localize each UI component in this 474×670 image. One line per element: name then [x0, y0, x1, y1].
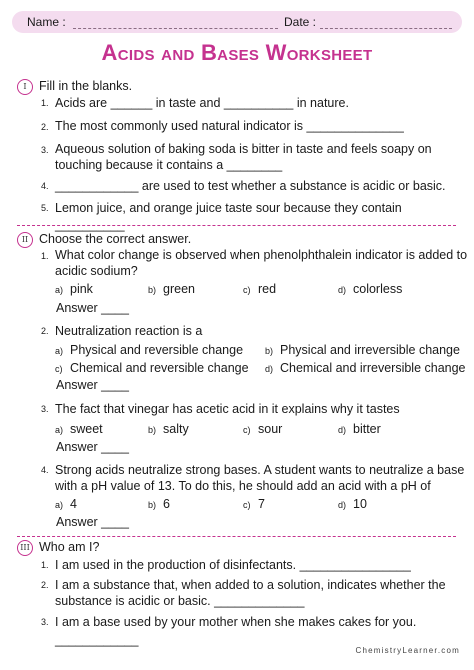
section-divider — [17, 536, 456, 537]
s2-q1-line2: acidic sodium? — [55, 264, 138, 278]
s1-q3-line1: Aqueous solution of baking soda is bitter in taste and feels soapy on — [55, 142, 432, 156]
s1-q2-text: The most commonly used natural indicator is ______________ — [55, 119, 404, 133]
s2-q2-text: Neutralization reaction is a — [55, 324, 203, 338]
s3-q2-line2: substance is acidic or basic. _____________ — [55, 594, 305, 608]
s2-q1-line1: What color change is observed when phenolphthalein indicator is added to — [55, 248, 468, 262]
date-field[interactable] — [320, 28, 452, 29]
s1-q3-line2: touching because it contains a ________ — [55, 158, 283, 172]
section-2-icon: II — [17, 232, 33, 248]
s2-q2-option-c-key: c) — [55, 364, 63, 374]
s3-q2-number: 2. — [41, 580, 49, 590]
s3-q3-line2: ____________ — [55, 633, 139, 647]
s2-q3-option-d-key: d) — [338, 425, 347, 435]
s2-q4-line1: Strong acids neutralize strong bases. A student wants to neutralize a base — [55, 463, 465, 477]
s2-q2-option-c[interactable]: Chemical and reversible change — [70, 361, 249, 375]
s2-q1-option-d[interactable]: colorless — [353, 282, 403, 296]
s1-q1-text: Acids are ______ in taste and __________ in nature. — [55, 96, 349, 110]
section-divider — [17, 225, 456, 226]
s2-q1-answer[interactable]: Answer ____ — [56, 301, 129, 315]
s2-q2-answer[interactable]: Answer ____ — [56, 378, 129, 392]
s2-q4-option-b[interactable]: 6 — [163, 497, 170, 511]
s2-q3-answer[interactable]: Answer ____ — [56, 440, 129, 454]
s2-q1-option-b-key: b) — [148, 285, 157, 295]
s1-q4-number: 4. — [41, 181, 49, 191]
s2-q4-option-d[interactable]: 10 — [353, 497, 367, 511]
section-3-title: Who am I? — [39, 540, 100, 554]
s2-q3-option-d[interactable]: bitter — [353, 422, 381, 436]
s2-q4-option-b-key: b) — [148, 500, 157, 510]
s2-q2-option-b-key: b) — [265, 346, 274, 356]
s2-q4-number: 4. — [41, 465, 49, 475]
s3-q3-line1: I am a base used by your mother when she makes cakes for you. — [55, 615, 417, 629]
s2-q3-number: 3. — [41, 404, 49, 414]
s3-q1-number: 1. — [41, 560, 49, 570]
section-1-icon: I — [17, 79, 33, 95]
s2-q2-option-a-key: a) — [55, 346, 64, 356]
s2-q4-option-a-key: a) — [55, 500, 64, 510]
s1-q2-number: 2. — [41, 122, 49, 132]
s2-q1-option-c[interactable]: red — [258, 282, 277, 296]
s2-q4-option-c-key: c) — [243, 500, 251, 510]
name-field[interactable] — [73, 28, 278, 29]
s2-q2-option-b[interactable]: Physical and irreversible change — [280, 343, 460, 357]
s3-q2-line1: I am a substance that, when added to a solution, indicates whether the — [55, 578, 446, 592]
s2-q2-option-d-key: d) — [265, 364, 274, 374]
s2-q2-option-d[interactable]: Chemical and irreversible change — [280, 361, 466, 375]
s2-q4-option-d-key: d) — [338, 500, 347, 510]
section-3-icon: III — [17, 540, 33, 556]
s1-q5-number: 5. — [41, 203, 49, 213]
s2-q3-option-a[interactable]: sweet — [70, 422, 103, 436]
s2-q4-line2: with a pH value of 13. To do this, he should add an acid with a pH of — [55, 479, 431, 493]
s3-q3-number: 3. — [41, 617, 49, 627]
s2-q3-option-b-key: b) — [148, 425, 157, 435]
s2-q4-answer[interactable]: Answer ____ — [56, 515, 129, 529]
s2-q1-number: 1. — [41, 251, 49, 261]
s2-q4-option-a[interactable]: 4 — [70, 497, 77, 511]
s1-q5-text: Lemon juice, and orange juice taste sour because they contain __________ — [55, 201, 402, 232]
s2-q3-option-a-key: a) — [55, 425, 64, 435]
date-label: Date : — [284, 15, 317, 29]
section-1-title: Fill in the blanks. — [39, 79, 133, 93]
s2-q1-option-a[interactable]: pink — [70, 282, 93, 296]
s1-q3-number: 3. — [41, 145, 49, 155]
s3-q1-text: I am used in the production of disinfectants. ________________ — [55, 558, 411, 572]
footer-brand: ChemistryLearner.com — [355, 646, 460, 655]
s2-q3-option-c-key: c) — [243, 425, 251, 435]
s2-q2-option-a[interactable]: Physical and reversible change — [70, 343, 244, 357]
section-2-title: Choose the correct answer. — [39, 232, 192, 246]
s2-q1-option-b[interactable]: green — [163, 282, 195, 296]
name-date-bar — [12, 11, 462, 33]
name-label: Name : — [27, 15, 66, 29]
worksheet-title: Acids and Bases Worksheet — [101, 40, 373, 65]
s2-q1-option-c-key: c) — [243, 285, 251, 295]
s2-q1-option-d-key: d) — [338, 285, 347, 295]
s2-q4-option-c[interactable]: 7 — [258, 497, 265, 511]
s2-q1-option-a-key: a) — [55, 285, 64, 295]
s2-q3-text: The fact that vinegar has acetic acid in it explains why it tastes — [55, 402, 400, 416]
s2-q2-number: 2. — [41, 326, 49, 336]
s2-q3-option-c[interactable]: sour — [258, 422, 283, 436]
s1-q4-text: ____________ are used to test whether a substance is acidic or basic. — [55, 179, 446, 193]
s2-q3-option-b[interactable]: salty — [163, 422, 189, 436]
s1-q1-number: 1. — [41, 98, 49, 108]
